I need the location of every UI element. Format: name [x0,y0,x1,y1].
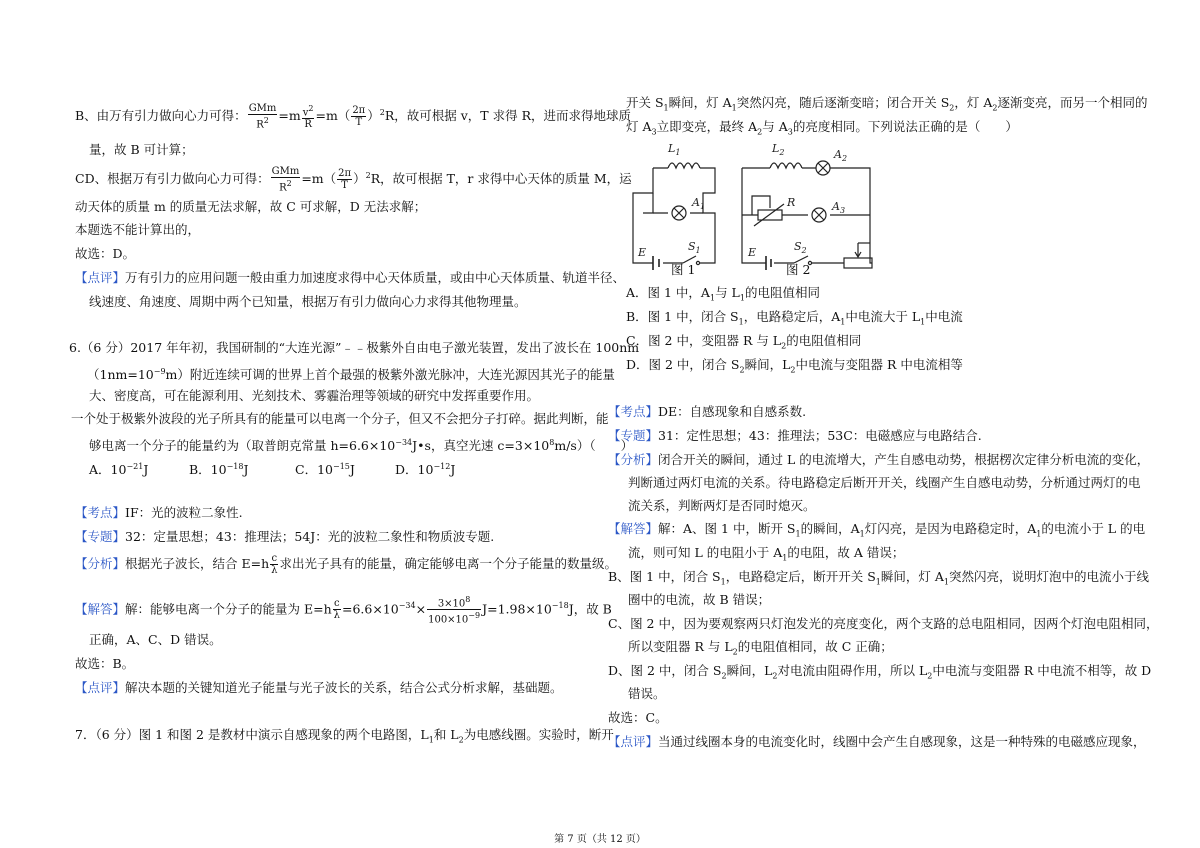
solution-d-line: D、图 2 中，闭合 $S_2$瞬间，$L_2$对电流由阻碍作用，所以 $L_2$中电流与变阻器 R 中电流不相等，故 D [608,663,1152,681]
answer-line: 故选：B。 [75,656,135,671]
fenxi-line3: 流关系，判断两灯是否同时熄灭。 [628,498,816,513]
rheostat-bottom [844,258,872,268]
fenxi-line2: 判断通过两灯电流的关系。待电路稳定后断开开关，线圈产生自感电动势，分析通过两灯的电 [628,475,1141,490]
question7-line2: 开关 $S_1$瞬间，灯 $A_1$突然闪亮，随后逐渐变暗；闭合开关 $S_2$，灯 $A_2$逐渐变亮，而另一个相同的 [626,95,1148,113]
formula-2pi-t: $\frac{2\pi}{T}$ [352,105,366,129]
svg-text:A1: $A_1$ [692,196,706,211]
battery-e1 [653,256,659,270]
option-c: C．$10^{-15}J$ [295,462,355,478]
solution-b-line2: 圈中的电流，故 B 错误； [628,592,771,607]
question6-line1: 6.（6 分）2017 年年初，我国研制的“大连光源”﹣﹣极紫外自由电子激光装置，发出了波长在 100nm [69,340,640,355]
dianping-line: 【点评】万有引力的应用问题一般由重力加速度求得中心天体质量，或由中心天体质量、轨道半径、 [75,270,626,285]
svg-text:A2: $A_2$ [834,148,848,163]
option-cd-line2: 动天体的质量 m 的质量无法求解，故 C 可求解，D 无法求解； [75,199,427,214]
question6-options [89,459,455,478]
zhuanti-line: 【专题】32：定量思想；43：推理法；54J：光的波粒二象性和物质波专题. [75,529,495,544]
formula-gmm-r2: $\frac{\text{GMm}}{R^2}$ [248,103,277,131]
option-d: D．$10^{-12}J$ [395,462,456,478]
option-b-line2: 量，故 B 可计算； [89,142,194,157]
circuit-figure-2 [742,161,872,270]
question6-line2: $(1nm=10^{-9}m)$附近连续可调的世界上首个最强的极紫外激光脉冲，大连光源因其光子的能量 [87,367,615,383]
jieda-line2: 流，则可知 L 的电阻小于 $A_1$的电阻，故 A 错误； [628,545,905,563]
circuit-diagrams [608,138,898,280]
solution-b-line: B、图 1 中，闭合 $S_1$，电路稳定后，断开开关 $S_1$瞬间，灯 $A_1$突然闪亮，说明灯泡中的电流小于线 [608,569,1149,587]
svg-text:R: R [787,196,796,209]
formula-c-lambda-2: $\frac{c}{\lambda}$ [333,598,340,622]
jieda-line: 【解答】解：A、图 1 中，断开 $S_1$的瞬间，$A_1$灯闪亮，是因为电路稳定时，$A_1$的电流小于 L 的电 [608,521,1146,539]
question6-line4: 一个处于极紫外波段的光子所具有的能量可以电离一个分子，但又不会把分子打碎。据此判断，能 [71,411,609,426]
formula-gmm-r2-2: $\frac{\text{GMm}}{R^2}$ [271,166,300,194]
svg-text:E: E [748,246,757,259]
question7-line3: 灯 $A_3$立即变亮，最终 $A_2$与 $A_3$的亮度相同。下列说法正确的是（ ） [626,119,1018,137]
svg-text:A3: $A_3$ [832,200,846,215]
answer-line: 故选：D。 [75,246,136,261]
solution-c-line2: 所以变阻器 R 与 $L_2$的电阻值相同，故 C 正确； [628,639,893,657]
formula-2pi-t-2: $\frac{2\pi}{T}$ [338,168,352,192]
option-c: C．图 2 中，变阻器 R 与 $L_2$的电阻值相同 [626,333,862,351]
jieda-line: 【解答】解：能够电离一个分子的能量为 E=h $\frac{c}{\lambda}$ $=6.6\times 10^{-34}\times$ $\frac{3\times 10^8}{100\times 10^{-9}}$ $J=1.98\times 10^{-18}J$，故 B [75,595,612,626]
battery-e2 [766,256,771,270]
answer-line: 故选：C。 [608,710,668,725]
question6-line5: 够电离一个分子的能量约为（取普朗克常量 $h=6.6\times 10^{-34}J•s$，真空光速 $c=3\times 10^8m/s$）（ ） [89,438,634,454]
option-cd-line: CD、根据万有引力做向心力可得： $\frac{\text{GMm}}{R^2}$ =m（ $\frac{2\pi}{T}$ ）$^2$R，故可根据 T，r 求得中心天体的质量 M，运 [75,166,632,194]
option-a: A．$10^{-21}J$ [89,462,149,478]
option-a: A．图 1 中，$A_1$与 $L_1$的电阻值相同 [626,285,820,303]
option-d: D．图 2 中，闭合 $S_2$瞬间，$L_2$中电流与变阻器 R 中电流相等 [626,357,963,375]
option-b: B．$10^{-18}J$ [189,462,249,478]
question7-line1: 7．（6 分）图 1 和图 2 是教材中演示自感现象的两个电路图，$L_1$和 $L_2$为电感线圈。实验时，断开 [75,727,614,745]
figure-2-label: 图 2 [786,262,811,277]
question6-line3: 大、密度高，可在能源利用、光刻技术、雾霾治理等领域的研究中发挥重要作用。 [89,388,540,403]
solution-c-line: C、图 2 中，因为要观察两只灯泡发光的亮度变化，两个支路的总电阻相同，因两个灯泡电阻相同， [608,616,1159,631]
jieda-line2: 正确，A、C、D 错误。 [89,632,222,647]
formula-c-lambda: $\frac{c}{\lambda}$ [271,553,278,576]
fenxi-line: 【分析】闭合开关的瞬间，通过 L 的电流增大，产生自感电动势，根据楞次定律分析电流的变化， [608,452,1150,467]
figure-1-label: 图 1 [671,262,696,277]
option-b-line: B、由万有引力做向心力可得： $\frac{\text{GMm}}{R^2}$ =m $\frac{v^2}{R}$ =m（ $\frac{2\pi}{T}$ ）$^2$R，故可根据 v，T 求得 R，进而求得地球质 [75,103,632,131]
svg-text:L1: $L_1$ [668,142,681,157]
formula-v2-r: $\frac{v^2}{R}$ [302,104,314,131]
dianping-line2: 线速度、角速度、周期中两个已知量，根据万有引力做向心力求得其他物理量。 [89,294,527,309]
fenxi-line: 【分析】根据光子波长，结合 E=h $\frac{c}{\lambda}$ 求出光子具有的能量，确定能够电离一个分子能量的数量级。 [75,553,617,576]
inductor-l1 [668,163,700,168]
page-footer: 第 7 页（共 12 页） [554,834,646,845]
svg-text:S1: $S_1$ [688,240,701,255]
option-b: B．图 1 中，闭合 $S_1$，电路稳定后，$A_1$中电流大于 $L_1$中电流 [626,309,963,327]
svg-text:S2: $S_2$ [794,240,807,255]
svg-text:E: E [638,246,647,259]
dianping-line: 【点评】解决本题的关键知道光子能量与光子波长的关系，结合公式分析求解，基础题。 [75,680,563,695]
solution-d-line2: 错误。 [628,686,666,701]
zhuanti-line: 【专题】31：定性思想；43：推理法；53C：电磁感应与电路结合. [608,428,982,443]
dianping-line: 【点评】当通过线圈本身的电流变化时，线圈中会产生自感现象，这是一种特殊的电磁感应现象， [608,734,1146,749]
formula-3e8-100e-9: $\frac{3\times 10^8}{100\times 10^{-9}}$ [428,595,481,626]
inductor-l2 [770,163,802,168]
kaodian-line: 【考点】IF：光的波粒二象性. [75,505,243,520]
kaodian-line: 【考点】DE：自感现象和自感系数. [608,404,807,419]
svg-text:L2: $L_2$ [772,142,785,157]
text-line: 本题选不能计算出的， [75,222,201,237]
